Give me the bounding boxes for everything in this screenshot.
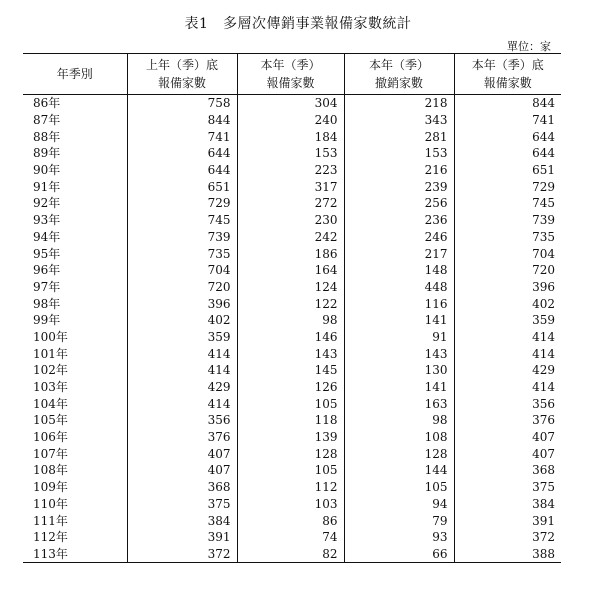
revoked-cell: 218 (344, 95, 454, 112)
filed-cell: 74 (237, 529, 344, 546)
revoked-cell: 94 (344, 496, 454, 513)
filed-cell: 98 (237, 312, 344, 329)
revoked-cell: 98 (344, 412, 454, 429)
revoked-cell: 246 (344, 229, 454, 246)
curr-end-cell: 720 (454, 262, 561, 279)
table-row (23, 145, 561, 162)
curr-end-cell: 429 (454, 362, 561, 379)
year-cell: 86年 (33, 96, 61, 111)
revoked-cell: 143 (344, 345, 454, 362)
filed-cell: 86 (237, 512, 344, 529)
curr-end-cell: 402 (454, 295, 561, 312)
filed-cell: 304 (237, 95, 344, 112)
year-cell: 110年 (33, 496, 68, 511)
table-row (23, 362, 561, 379)
prev-end-cell: 735 (127, 245, 237, 262)
filed-cell: 105 (237, 462, 344, 479)
year-cell: 106年 (33, 430, 68, 445)
year-cell: 92年 (33, 196, 61, 211)
header-filed (237, 54, 344, 95)
filed-cell: 112 (237, 479, 344, 496)
year-cell: 113年 (23, 546, 127, 563)
table-row (23, 178, 561, 195)
filed-cell: 242 (237, 229, 344, 246)
header-year-label: 年季別 (56, 67, 93, 81)
year-cell: 109年 (33, 480, 68, 495)
prev-end-cell: 402 (127, 312, 237, 329)
table-row (23, 512, 561, 529)
curr-end-cell: 384 (454, 496, 561, 513)
header-filed-line2: 報備家數 (266, 76, 315, 90)
revoked-cell: 448 (344, 279, 454, 296)
table-row (23, 345, 561, 362)
table-row (23, 445, 561, 462)
header-curr-end (454, 54, 561, 95)
revoked-cell: 239 (344, 178, 454, 195)
prev-end-cell: 741 (127, 128, 237, 145)
table-row (23, 546, 561, 563)
curr-end-cell: 391 (454, 512, 561, 529)
filed-cell: 153 (237, 145, 344, 162)
revoked-cell: 217 (344, 245, 454, 262)
curr-end-cell: 745 (454, 195, 561, 212)
filed-cell: 164 (237, 262, 344, 279)
prev-end-cell: 372 (127, 546, 237, 563)
curr-end-cell: 735 (454, 229, 561, 246)
curr-end-cell: 368 (454, 462, 561, 479)
table-row (23, 212, 561, 229)
table-row (23, 312, 561, 329)
table-row (23, 395, 561, 412)
prev-end-cell: 414 (127, 362, 237, 379)
year-cell: 91年 (33, 179, 61, 194)
year-cell: 108年 (33, 463, 68, 478)
header-curr-end-line2: 報備家數 (483, 76, 532, 90)
revoked-cell: 148 (344, 262, 454, 279)
table-row (23, 229, 561, 246)
year-cell: 93年 (33, 213, 61, 228)
table-row (23, 112, 561, 129)
filed-cell: 146 (237, 329, 344, 346)
curr-end-cell: 388 (454, 546, 561, 563)
filed-cell: 126 (237, 379, 344, 396)
year-cell: 96年 (33, 263, 61, 278)
filed-cell: 184 (237, 128, 344, 145)
table-title: 表1 多層次傳銷事業報備家數統計 (184, 16, 412, 32)
header-prev-end (127, 54, 237, 95)
curr-end-cell: 372 (454, 529, 561, 546)
curr-end-cell: 376 (454, 412, 561, 429)
table-row (23, 429, 561, 446)
table-row (23, 462, 561, 479)
prev-end-cell: 414 (127, 395, 237, 412)
year-cell: 95年 (33, 246, 61, 261)
filed-cell: 122 (237, 295, 344, 312)
revoked-cell: 216 (344, 162, 454, 179)
prev-end-cell: 729 (127, 195, 237, 212)
header-year (23, 54, 127, 95)
curr-end-cell: 844 (454, 95, 561, 112)
revoked-cell: 91 (344, 329, 454, 346)
prev-end-cell: 407 (127, 462, 237, 479)
year-cell: 89年 (33, 146, 61, 161)
table-row (23, 262, 561, 279)
filed-cell: 124 (237, 279, 344, 296)
table-row (23, 162, 561, 179)
revoked-cell: 163 (344, 395, 454, 412)
year-cell: 98年 (33, 296, 61, 311)
filed-cell: 128 (237, 445, 344, 462)
curr-end-cell: 414 (454, 345, 561, 362)
prev-end-cell: 644 (127, 145, 237, 162)
year-cell: 107年 (33, 446, 68, 461)
table-row (23, 279, 561, 296)
year-cell: 103年 (33, 380, 68, 395)
revoked-cell: 141 (344, 312, 454, 329)
year-cell: 88年 (33, 129, 61, 144)
revoked-cell: 144 (344, 462, 454, 479)
revoked-cell: 343 (344, 112, 454, 129)
filed-cell: 272 (237, 195, 344, 212)
prev-end-cell: 359 (127, 329, 237, 346)
year-cell: 100年 (33, 329, 68, 344)
prev-end-cell: 391 (127, 529, 237, 546)
curr-end-cell: 704 (454, 245, 561, 262)
filed-cell: 317 (237, 178, 344, 195)
year-cell: 94年 (33, 229, 61, 244)
curr-end-cell: 729 (454, 178, 561, 195)
stats-table (23, 53, 561, 563)
filed-cell: 143 (237, 345, 344, 362)
table-row (23, 529, 561, 546)
year-cell: 101年 (33, 346, 68, 361)
prev-end-cell: 720 (127, 279, 237, 296)
table-row (23, 195, 561, 212)
prev-end-cell: 356 (127, 412, 237, 429)
revoked-cell: 79 (344, 512, 454, 529)
table-row (23, 379, 561, 396)
year-cell: 99年 (33, 313, 61, 328)
curr-end-cell: 644 (454, 128, 561, 145)
prev-end-cell: 414 (127, 345, 237, 362)
prev-end-cell: 651 (127, 178, 237, 195)
table-row (23, 295, 561, 312)
revoked-cell: 130 (344, 362, 454, 379)
curr-end-cell: 396 (454, 279, 561, 296)
prev-end-cell: 396 (127, 295, 237, 312)
revoked-cell: 128 (344, 445, 454, 462)
filed-cell: 240 (237, 112, 344, 129)
header-revoked (344, 54, 454, 95)
revoked-cell: 105 (344, 479, 454, 496)
prev-end-cell: 739 (127, 229, 237, 246)
filed-cell: 82 (237, 546, 344, 563)
prev-end-cell: 758 (127, 95, 237, 112)
year-cell: 111年 (33, 513, 68, 528)
curr-end-cell: 375 (454, 479, 561, 496)
table-body (23, 95, 561, 563)
curr-end-cell: 359 (454, 312, 561, 329)
table-row (23, 412, 561, 429)
curr-end-cell: 741 (454, 112, 561, 129)
prev-end-cell: 376 (127, 429, 237, 446)
revoked-cell: 108 (344, 429, 454, 446)
revoked-cell: 281 (344, 128, 454, 145)
header-revoked-line1: 本年（季） (368, 58, 429, 72)
header-prev-end-line2: 報備家數 (157, 76, 206, 90)
filed-cell: 103 (237, 496, 344, 513)
header-filed-line1: 本年（季） (260, 58, 321, 72)
prev-end-cell: 368 (127, 479, 237, 496)
header-prev-end-line1: 上年（季）底 (145, 58, 218, 72)
year-cell: 102年 (33, 363, 68, 378)
table-row (23, 128, 561, 145)
header-curr-end-line1: 本年（季）底 (471, 58, 544, 72)
prev-end-cell: 384 (127, 512, 237, 529)
year-cell: 87年 (33, 113, 61, 128)
filed-cell: 118 (237, 412, 344, 429)
filed-cell: 230 (237, 212, 344, 229)
table-row (23, 245, 561, 262)
filed-cell: 139 (237, 429, 344, 446)
table-row (23, 479, 561, 496)
curr-end-cell: 414 (454, 329, 561, 346)
curr-end-cell: 739 (454, 212, 561, 229)
prev-end-cell: 375 (127, 496, 237, 513)
unit-note: 單位：家 (507, 40, 551, 53)
filed-cell: 186 (237, 245, 344, 262)
filed-cell: 105 (237, 395, 344, 412)
prev-end-cell: 429 (127, 379, 237, 396)
curr-end-cell: 651 (454, 162, 561, 179)
table-row (23, 95, 561, 112)
revoked-cell: 153 (344, 145, 454, 162)
table-row (23, 496, 561, 513)
curr-end-cell: 414 (454, 379, 561, 396)
filed-cell: 145 (237, 362, 344, 379)
table-row (23, 329, 561, 346)
year-cell: 112年 (33, 530, 68, 545)
year-cell: 105年 (33, 413, 68, 428)
revoked-cell: 256 (344, 195, 454, 212)
revoked-cell: 141 (344, 379, 454, 396)
prev-end-cell: 745 (127, 212, 237, 229)
revoked-cell: 66 (344, 546, 454, 563)
header-row (23, 54, 561, 95)
curr-end-cell: 407 (454, 429, 561, 446)
year-cell: 97年 (33, 279, 61, 294)
curr-end-cell: 644 (454, 145, 561, 162)
curr-end-cell: 407 (454, 445, 561, 462)
year-cell: 104年 (33, 396, 68, 411)
prev-end-cell: 407 (127, 445, 237, 462)
header-revoked-line2: 撤銷家數 (374, 76, 423, 90)
year-cell: 90年 (33, 163, 61, 178)
prev-end-cell: 644 (127, 162, 237, 179)
revoked-cell: 93 (344, 529, 454, 546)
prev-end-cell: 844 (127, 112, 237, 129)
filed-cell: 223 (237, 162, 344, 179)
revoked-cell: 116 (344, 295, 454, 312)
curr-end-cell: 356 (454, 395, 561, 412)
prev-end-cell: 704 (127, 262, 237, 279)
revoked-cell: 236 (344, 212, 454, 229)
